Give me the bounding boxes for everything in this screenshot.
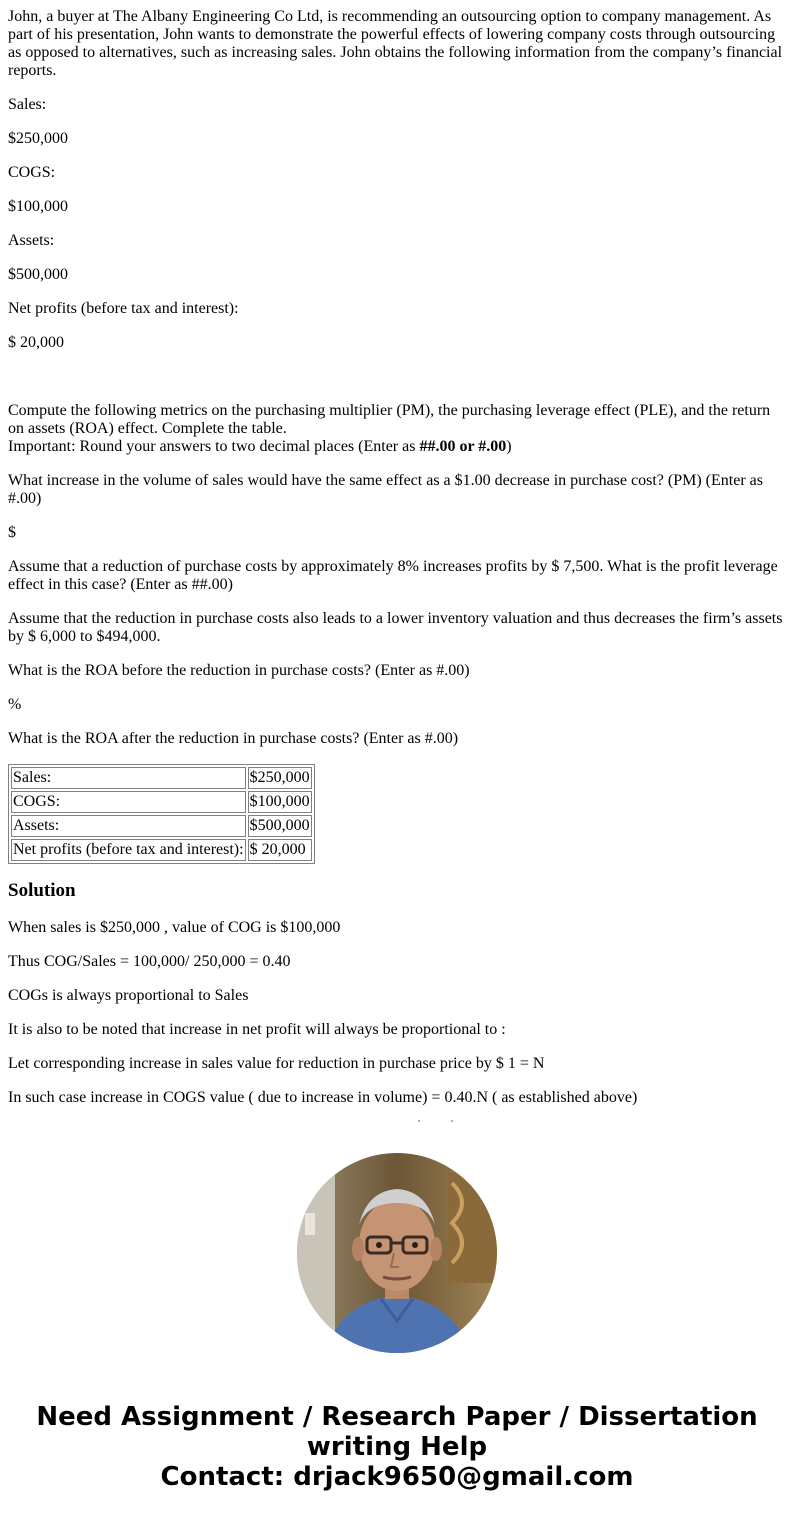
table-cell-value: $500,000 bbox=[248, 815, 312, 837]
question-roa-after: What is the ROA after the reduction in purchase costs? (Enter as #.00) bbox=[8, 730, 459, 747]
promo-line: writing Help bbox=[306, 1432, 488, 1462]
compute-instructions: Compute the following metrics on the purchasing multiplier (PM), the purchasing leverage effect (PLE), and the return on assets (ROA) effect. Complete the table. bbox=[8, 402, 771, 437]
solution-heading: Solution bbox=[8, 880, 76, 901]
rounding-note-suffix: ) bbox=[506, 438, 512, 455]
table-cell-value: $ 20,000 bbox=[248, 839, 312, 861]
promo-line: Need Assignment / Research Paper / Dissertation bbox=[36, 1402, 758, 1432]
rounding-note bbox=[8, 438, 786, 456]
question-roa-before: What is the ROA before the reduction in purchase costs? (Enter as #.00) bbox=[8, 662, 470, 679]
solution-line: When sales is $250,000 , value of COG is $100,000 bbox=[8, 919, 341, 936]
sales-label: Sales: bbox=[8, 96, 47, 113]
net-profit-label: Net profits (before tax and interest): bbox=[8, 300, 239, 317]
rounding-note-prefix: Important: Round your answers to two decimal places (Enter as bbox=[8, 438, 420, 455]
table-row bbox=[11, 767, 312, 789]
solution-line: Let corresponding increase in sales value for reduction in purchase price by $ 1 = N bbox=[8, 1055, 545, 1072]
table-cell-label: Assets: bbox=[11, 815, 246, 837]
solution-line: It is also to be noted that increase in net profit will always be proportional to : bbox=[8, 1021, 506, 1038]
solution-line: COGs is always proportional to Sales bbox=[8, 987, 249, 1004]
question-pm: What increase in the volume of sales would have the same effect as a $1.00 decrease in purchase cost? (PM) (Enter as #.00) bbox=[8, 472, 763, 507]
table-cell-value: $250,000 bbox=[248, 767, 312, 789]
cogs-value: $100,000 bbox=[8, 198, 68, 215]
sales-value: $250,000 bbox=[8, 130, 68, 147]
cropped-text-remnant bbox=[0, 1118, 794, 1126]
question-intro: John, a buyer at The Albany Engineering Co Ltd, is recommending an outsourcing option to company management. As part of his presentation, John wants to demonstrate the powerful effects of lowering company costs through outsourcing as opposed to alternatives, such as increasing sales. John obtains the following information from the company’s financial reports. bbox=[8, 8, 783, 79]
table-cell-label: Net profits (before tax and interest): bbox=[11, 839, 246, 861]
assumption-assets: Assume that the reduction in purchase costs also leads to a lower inventory valuation and thus decreases the firm’s assets by $ 6,000 to $494,000. bbox=[8, 610, 783, 645]
answer-roa-suffix: % bbox=[8, 696, 22, 713]
solution-line: Thus COG/Sales = 100,000/ 250,000 = 0.40 bbox=[8, 953, 291, 970]
table-cell-value: $100,000 bbox=[248, 791, 312, 813]
promo-banner bbox=[0, 1402, 794, 1492]
financial-table bbox=[8, 764, 315, 864]
promo-contact: Contact: drjack9650@gmail.com bbox=[160, 1462, 634, 1492]
table-row bbox=[11, 815, 312, 837]
net-profit-value: $ 20,000 bbox=[8, 334, 64, 351]
table-row bbox=[11, 791, 312, 813]
spacer bbox=[8, 368, 786, 402]
assets-value: $500,000 bbox=[8, 266, 68, 283]
assets-label: Assets: bbox=[8, 232, 55, 249]
answer-pm-prefix: $ bbox=[8, 524, 16, 541]
table-cell-label: COGS: bbox=[11, 791, 246, 813]
author-photo bbox=[297, 1153, 497, 1353]
table-cell-label: Sales: bbox=[11, 767, 246, 789]
question-ple: Assume that a reduction of purchase costs by approximately 8% increases profits by $ 7,500. What is the profit leverage effect in this case? (Enter as ##.00) bbox=[8, 558, 778, 593]
author-avatar bbox=[297, 1153, 497, 1353]
solution-line: In such case increase in COGS value ( due to increase in volume) = 0.40.N ( as established above) bbox=[8, 1089, 638, 1106]
table-row bbox=[11, 839, 312, 861]
cogs-label: COGS: bbox=[8, 164, 56, 181]
rounding-note-format: ##.00 or #.00 bbox=[419, 438, 507, 455]
